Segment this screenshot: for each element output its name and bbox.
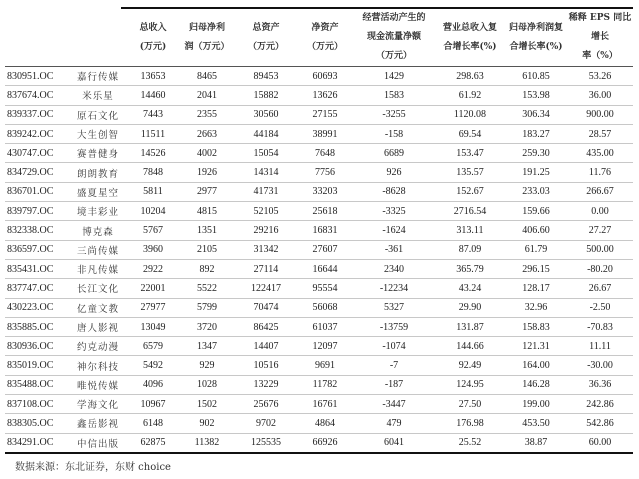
stock-code-cell: 837674.OC: [5, 86, 69, 105]
column-header-line: （万元）: [375, 51, 412, 61]
company-name-cell: 神尔科技: [69, 356, 127, 375]
value-cell: 313.11: [435, 221, 505, 240]
value-cell: 5811: [127, 182, 179, 201]
value-cell: 27977: [127, 298, 179, 317]
value-cell: 29216: [235, 221, 297, 240]
value-cell: 16831: [297, 221, 353, 240]
value-cell: 135.57: [435, 163, 505, 182]
value-cell: 6579: [127, 337, 179, 356]
table-row: [5, 221, 633, 240]
value-cell: 95554: [297, 279, 353, 298]
value-cell: 1429: [353, 67, 435, 86]
value-cell: 25618: [297, 202, 353, 221]
value-cell: 52105: [235, 202, 297, 221]
company-name-cell: 朗朗教育: [69, 163, 127, 182]
company-name-cell: 亿童文教: [69, 298, 127, 317]
value-cell: -361: [353, 240, 435, 259]
value-cell: 27607: [297, 240, 353, 259]
table-row: [5, 86, 633, 105]
value-cell: 86425: [235, 317, 297, 336]
value-cell: 5327: [353, 298, 435, 317]
column-header-line: 合增长率(%): [509, 41, 563, 52]
company-name-cell: 约克动漫: [69, 337, 127, 356]
column-header-line: 净资产: [311, 22, 339, 33]
column-header-line: 合增长率(%): [443, 41, 497, 52]
company-name-cell: 原石文化: [69, 105, 127, 124]
value-cell: 38.87: [505, 433, 567, 453]
company-name-cell: 嘉行传媒: [69, 67, 127, 86]
stock-code-cell: 835885.OC: [5, 317, 69, 336]
value-cell: -12234: [353, 279, 435, 298]
value-cell: 27.27: [567, 221, 633, 240]
value-cell: 66926: [297, 433, 353, 453]
value-cell: 144.66: [435, 337, 505, 356]
stock-code-cell: 830951.OC: [5, 67, 69, 86]
value-cell: 12097: [297, 337, 353, 356]
value-cell: 479: [353, 414, 435, 433]
table-row: [5, 144, 633, 163]
value-cell: 159.66: [505, 202, 567, 221]
table-row: [5, 414, 633, 433]
value-cell: -2.50: [567, 298, 633, 317]
company-name-cell: 三尚传媒: [69, 240, 127, 259]
company-name-cell: 唯悦传媒: [69, 375, 127, 394]
value-cell: 13653: [127, 67, 179, 86]
value-cell: 259.30: [505, 144, 567, 163]
table-row: [5, 182, 633, 201]
table-row: [5, 337, 633, 356]
value-cell: 266.67: [567, 182, 633, 201]
stock-code-cell: 835488.OC: [5, 375, 69, 394]
company-name-cell: 米乐星: [69, 86, 127, 105]
value-cell: -3325: [353, 202, 435, 221]
value-cell: -7: [353, 356, 435, 375]
value-cell: 1028: [179, 375, 235, 394]
value-cell: 89453: [235, 67, 297, 86]
value-cell: 153.98: [505, 86, 567, 105]
company-name-cell: 非凡传媒: [69, 259, 127, 278]
value-cell: 14526: [127, 144, 179, 163]
value-cell: 56068: [297, 298, 353, 317]
column-header-line: 润（万元）: [184, 41, 230, 52]
value-cell: 15054: [235, 144, 297, 163]
value-cell: -30.00: [567, 356, 633, 375]
value-cell: 4002: [179, 144, 235, 163]
value-cell: -3255: [353, 105, 435, 124]
company-name-cell: 盛夏星空: [69, 182, 127, 201]
value-cell: 6041: [353, 433, 435, 453]
column-header-line: 现金流量净额: [366, 32, 421, 42]
value-cell: 13049: [127, 317, 179, 336]
value-cell: -158: [353, 124, 435, 143]
value-cell: 38991: [297, 124, 353, 143]
value-cell: 1347: [179, 337, 235, 356]
stock-code-cell: 836597.OC: [5, 240, 69, 259]
stock-code-cell: 835019.OC: [5, 356, 69, 375]
value-cell: 27155: [297, 105, 353, 124]
table-row: [5, 433, 633, 453]
value-cell: 29.90: [435, 298, 505, 317]
column-header: [5, 9, 69, 67]
column-header: [179, 9, 235, 67]
value-cell: 31342: [235, 240, 297, 259]
value-cell: -70.83: [567, 317, 633, 336]
value-cell: 191.25: [505, 163, 567, 182]
value-cell: 2105: [179, 240, 235, 259]
value-cell: 164.00: [505, 356, 567, 375]
value-cell: 926: [353, 163, 435, 182]
value-cell: 296.15: [505, 259, 567, 278]
value-cell: 11782: [297, 375, 353, 394]
value-cell: 2355: [179, 105, 235, 124]
value-cell: 1120.08: [435, 105, 505, 124]
value-cell: 5767: [127, 221, 179, 240]
value-cell: 62875: [127, 433, 179, 453]
value-cell: 0.00: [567, 202, 633, 221]
value-cell: 3720: [179, 317, 235, 336]
value-cell: 365.79: [435, 259, 505, 278]
value-cell: 4864: [297, 414, 353, 433]
value-cell: 10204: [127, 202, 179, 221]
company-name-cell: 境丰彩业: [69, 202, 127, 221]
value-cell: 152.67: [435, 182, 505, 201]
value-cell: 183.27: [505, 124, 567, 143]
value-cell: 7756: [297, 163, 353, 182]
value-cell: 27114: [235, 259, 297, 278]
value-cell: 2922: [127, 259, 179, 278]
value-cell: 131.87: [435, 317, 505, 336]
value-cell: 610.85: [505, 67, 567, 86]
value-cell: 14314: [235, 163, 297, 182]
value-cell: 2340: [353, 259, 435, 278]
table-row: [5, 124, 633, 143]
value-cell: 1583: [353, 86, 435, 105]
value-cell: 900.00: [567, 105, 633, 124]
stock-code-cell: 836701.OC: [5, 182, 69, 201]
value-cell: 2716.54: [435, 202, 505, 221]
value-cell: 128.17: [505, 279, 567, 298]
company-name-cell: 中信出版: [69, 433, 127, 453]
company-name-cell: 赛普健身: [69, 144, 127, 163]
value-cell: 902: [179, 414, 235, 433]
column-header: [297, 9, 353, 67]
value-cell: 10967: [127, 395, 179, 414]
value-cell: 122417: [235, 279, 297, 298]
value-cell: 9702: [235, 414, 297, 433]
company-name-cell: 学海文化: [69, 395, 127, 414]
column-header-line: 总收入: [139, 22, 167, 33]
value-cell: 11.76: [567, 163, 633, 182]
value-cell: 28.57: [567, 124, 633, 143]
data-source-note: 数据来源：东北证券，东财 choice: [15, 462, 171, 473]
column-header: [127, 9, 179, 67]
value-cell: 15882: [235, 86, 297, 105]
value-cell: 60.00: [567, 433, 633, 453]
value-cell: 242.86: [567, 395, 633, 414]
value-cell: 7648: [297, 144, 353, 163]
column-header: [69, 9, 127, 67]
stock-code-cell: 839242.OC: [5, 124, 69, 143]
stock-code-cell: 834729.OC: [5, 163, 69, 182]
table-row: [5, 298, 633, 317]
value-cell: 406.60: [505, 221, 567, 240]
value-cell: 2041: [179, 86, 235, 105]
value-cell: 929: [179, 356, 235, 375]
table-row: [5, 279, 633, 298]
company-name-cell: 长江文化: [69, 279, 127, 298]
value-cell: 32.96: [505, 298, 567, 317]
value-cell: 11382: [179, 433, 235, 453]
table-body: [5, 67, 633, 453]
value-cell: -80.20: [567, 259, 633, 278]
value-cell: 87.09: [435, 240, 505, 259]
value-cell: 3960: [127, 240, 179, 259]
value-cell: 53.26: [567, 67, 633, 86]
value-cell: 7848: [127, 163, 179, 182]
value-cell: 435.00: [567, 144, 633, 163]
value-cell: 199.00: [505, 395, 567, 414]
value-cell: 22001: [127, 279, 179, 298]
value-cell: 13626: [297, 86, 353, 105]
value-cell: 4815: [179, 202, 235, 221]
stock-code-cell: 430747.OC: [5, 144, 69, 163]
stock-code-cell: 832338.OC: [5, 221, 69, 240]
value-cell: -8628: [353, 182, 435, 201]
value-cell: 1502: [179, 395, 235, 414]
stock-code-cell: 839337.OC: [5, 105, 69, 124]
value-cell: -187: [353, 375, 435, 394]
company-name-cell: 博克森: [69, 221, 127, 240]
value-cell: 176.98: [435, 414, 505, 433]
value-cell: 69.54: [435, 124, 505, 143]
company-financials-table: [5, 9, 633, 454]
table-row: [5, 105, 633, 124]
value-cell: 16761: [297, 395, 353, 414]
stock-code-cell: 834291.OC: [5, 433, 69, 453]
value-cell: 30560: [235, 105, 297, 124]
column-header-line: (万元): [139, 41, 167, 52]
company-name-cell: 唐人影视: [69, 317, 127, 336]
table-row: [5, 259, 633, 278]
value-cell: 36.36: [567, 375, 633, 394]
value-cell: 892: [179, 259, 235, 278]
column-header-line: （万元）: [306, 41, 343, 52]
company-name-cell: 鑫岳影视: [69, 414, 127, 433]
value-cell: 43.24: [435, 279, 505, 298]
table-row: [5, 163, 633, 182]
value-cell: 124.95: [435, 375, 505, 394]
value-cell: -1074: [353, 337, 435, 356]
value-cell: 60693: [297, 67, 353, 86]
stock-code-cell: 835431.OC: [5, 259, 69, 278]
value-cell: 2663: [179, 124, 235, 143]
value-cell: 146.28: [505, 375, 567, 394]
stock-code-cell: 837108.OC: [5, 395, 69, 414]
column-header: [567, 9, 633, 67]
value-cell: 4096: [127, 375, 179, 394]
value-cell: 5492: [127, 356, 179, 375]
column-header-line: 归母净利润复: [508, 22, 563, 33]
stock-code-cell: 830936.OC: [5, 337, 69, 356]
value-cell: 61.79: [505, 240, 567, 259]
column-header-line: （万元）: [247, 41, 284, 52]
value-cell: 158.83: [505, 317, 567, 336]
value-cell: -3447: [353, 395, 435, 414]
value-cell: 25676: [235, 395, 297, 414]
value-cell: 70474: [235, 298, 297, 317]
value-cell: 500.00: [567, 240, 633, 259]
column-header: [505, 9, 567, 67]
value-cell: 453.50: [505, 414, 567, 433]
company-name-cell: 大生创智: [69, 124, 127, 143]
table-row: [5, 67, 633, 86]
stock-code-cell: 839797.OC: [5, 202, 69, 221]
value-cell: 5522: [179, 279, 235, 298]
column-header: [235, 9, 297, 67]
column-header-line: 营业总收入复: [442, 22, 497, 33]
value-cell: 153.47: [435, 144, 505, 163]
value-cell: 26.67: [567, 279, 633, 298]
value-cell: 44184: [235, 124, 297, 143]
value-cell: 25.52: [435, 433, 505, 453]
value-cell: 121.31: [505, 337, 567, 356]
stock-code-cell: 430223.OC: [5, 298, 69, 317]
value-cell: 1926: [179, 163, 235, 182]
value-cell: 33203: [297, 182, 353, 201]
value-cell: 61.92: [435, 86, 505, 105]
header-row: [5, 9, 633, 67]
column-header-line: 总资产: [252, 22, 280, 33]
value-cell: 306.34: [505, 105, 567, 124]
table-row: [5, 317, 633, 336]
value-cell: 5799: [179, 298, 235, 317]
value-cell: 9691: [297, 356, 353, 375]
stock-code-cell: 838305.OC: [5, 414, 69, 433]
value-cell: 1351: [179, 221, 235, 240]
value-cell: 27.50: [435, 395, 505, 414]
table-row: [5, 240, 633, 259]
table-row: [5, 395, 633, 414]
value-cell: 41731: [235, 182, 297, 201]
table-row: [5, 356, 633, 375]
value-cell: 36.00: [567, 86, 633, 105]
table-row: [5, 375, 633, 394]
value-cell: 61037: [297, 317, 353, 336]
value-cell: 233.03: [505, 182, 567, 201]
value-cell: 298.63: [435, 67, 505, 86]
value-cell: 2977: [179, 182, 235, 201]
column-header: [353, 9, 435, 67]
value-cell: 8465: [179, 67, 235, 86]
value-cell: 7443: [127, 105, 179, 124]
column-header-line: 归母净利: [188, 22, 225, 33]
stock-code-cell: 837747.OC: [5, 279, 69, 298]
value-cell: 6148: [127, 414, 179, 433]
value-cell: -13759: [353, 317, 435, 336]
value-cell: 11.11: [567, 337, 633, 356]
value-cell: 6689: [353, 144, 435, 163]
column-header: [435, 9, 505, 67]
column-header-line: 经营活动产生的: [362, 13, 426, 23]
value-cell: 16644: [297, 259, 353, 278]
value-cell: 10516: [235, 356, 297, 375]
value-cell: 125535: [235, 433, 297, 453]
value-cell: 14460: [127, 86, 179, 105]
value-cell: -1624: [353, 221, 435, 240]
value-cell: 92.49: [435, 356, 505, 375]
table-row: [5, 202, 633, 221]
column-header-line: 率（%）: [582, 51, 618, 61]
column-header-line: 稀释 EPS 同比增长: [568, 13, 632, 42]
value-cell: 13229: [235, 375, 297, 394]
value-cell: 14407: [235, 337, 297, 356]
value-cell: 11511: [127, 124, 179, 143]
value-cell: 542.86: [567, 414, 633, 433]
